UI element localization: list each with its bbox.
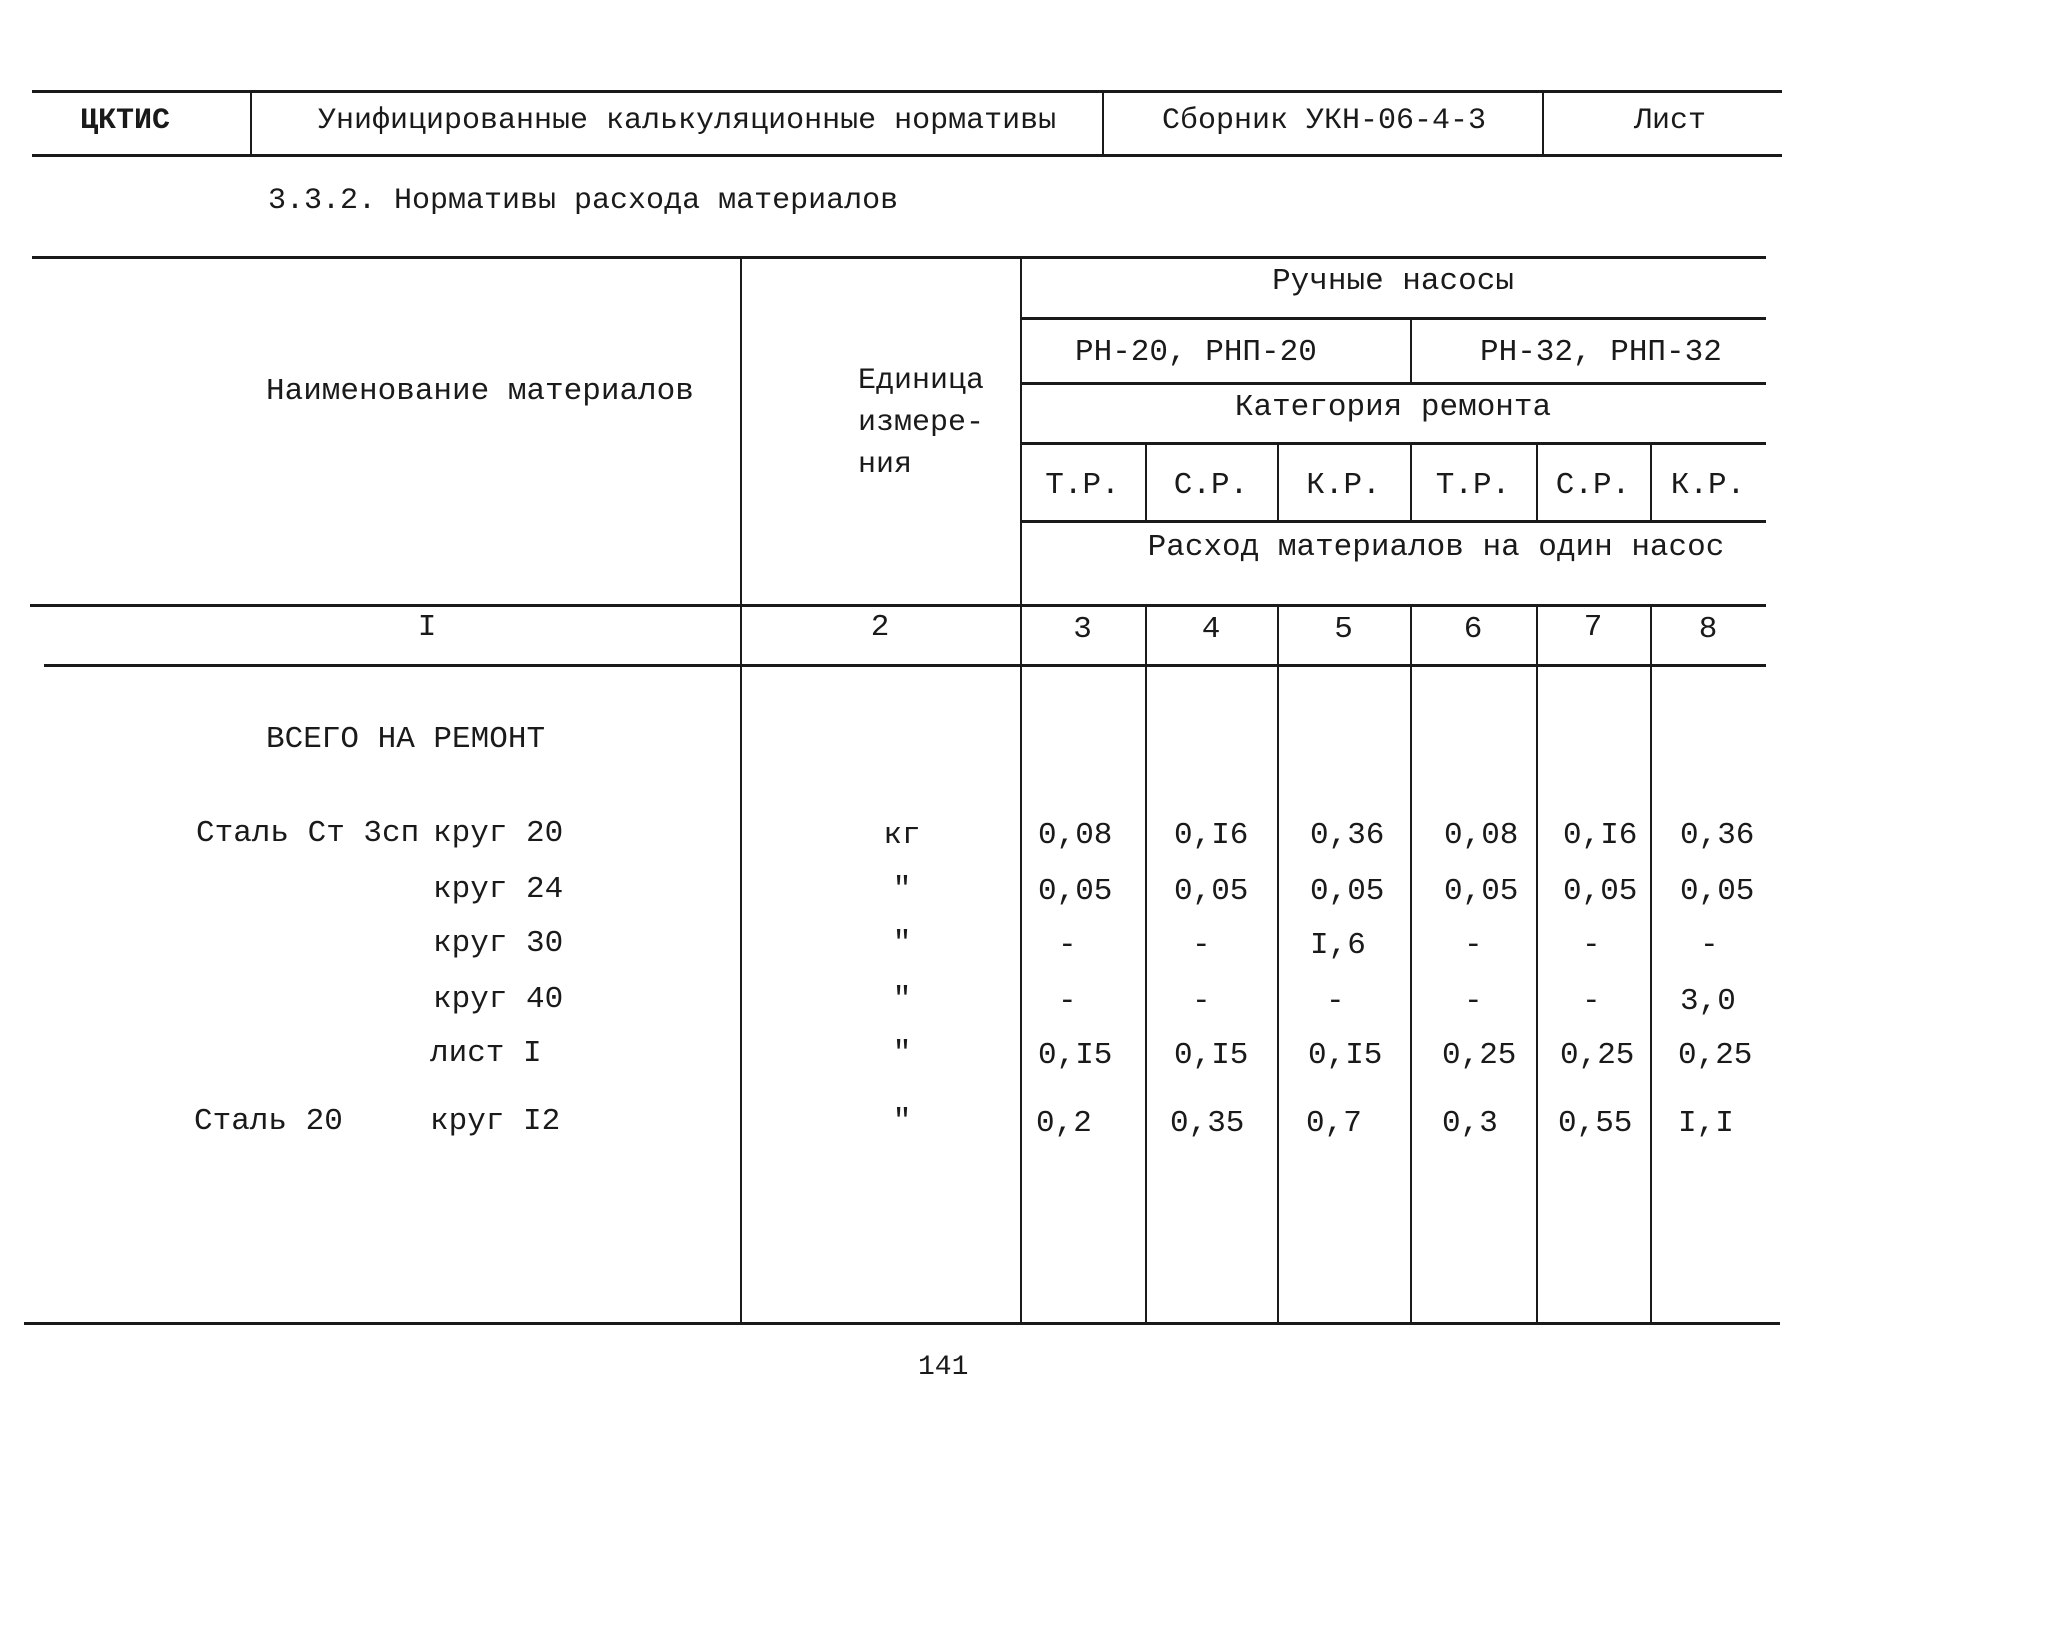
value-cell: I,6	[1310, 928, 1366, 963]
unit-cell: "	[892, 926, 912, 961]
page-number: 141	[918, 1352, 969, 1383]
value-cell: -	[1192, 928, 1211, 963]
category-label: Т.Р.	[1045, 468, 1120, 503]
category-label: Т.Р.	[1435, 468, 1511, 503]
value-cell: -	[1192, 984, 1211, 1019]
org-name: ЦКТИС	[80, 104, 171, 138]
value-cell: 0,2	[1036, 1106, 1092, 1141]
table-rule	[1020, 317, 1766, 320]
pump-group-header: РН-32, РНП-32	[1480, 335, 1722, 370]
column-header-unit	[858, 360, 984, 486]
value-cell: 0,3	[1442, 1106, 1498, 1141]
material-name: Сталь Ст 3сп	[196, 816, 420, 851]
consumption-header: Расход материалов на один насос	[1147, 530, 1725, 565]
table-top-rule	[32, 256, 1766, 259]
column-divider	[1410, 604, 1412, 1324]
value-cell: 3,0	[1680, 984, 1736, 1019]
column-number: 3	[1073, 612, 1092, 647]
value-cell: -	[1464, 984, 1483, 1019]
value-cell: 0,05	[1174, 874, 1249, 909]
pump-group-header: РН-20, РНП-20	[1075, 335, 1317, 370]
value-cell: 0,05	[1310, 874, 1385, 909]
value-cell: 0,35	[1170, 1106, 1245, 1141]
unit-cell: "	[892, 872, 912, 907]
header-bottom-rule	[30, 604, 1766, 607]
unit-cell: "	[892, 982, 912, 1017]
category-label: К.Р.	[1306, 468, 1381, 503]
value-cell: 0,36	[1680, 818, 1755, 853]
unit-cell: "	[892, 1036, 912, 1071]
value-cell: 0,05	[1563, 874, 1638, 909]
column-number: 6	[1463, 612, 1483, 647]
value-cell: 0,7	[1306, 1106, 1362, 1141]
unit-header-line: измере-	[858, 406, 985, 440]
column-header-material: Наименование материалов	[266, 374, 694, 409]
material-name: Сталь 20	[194, 1104, 343, 1139]
column-divider	[1650, 604, 1652, 1324]
header-divider	[250, 90, 252, 155]
table-rule	[1020, 382, 1766, 385]
value-cell: -	[1326, 984, 1345, 1019]
document-title: Унифицированные калькуляционные нормативы	[318, 104, 1057, 138]
value-cell: 0,55	[1558, 1106, 1633, 1141]
unit-cell: кг	[883, 818, 921, 853]
value-cell: 0,I5	[1038, 1038, 1113, 1073]
column-number: 2	[870, 610, 890, 645]
table-rule	[1020, 520, 1766, 523]
material-spec: круг I2	[430, 1104, 561, 1139]
column-divider	[1410, 317, 1412, 385]
sheet-label: Лист	[1634, 104, 1707, 138]
material-spec: круг 30	[433, 926, 564, 961]
value-cell: 0,I6	[1563, 818, 1638, 853]
value-cell: 0,05	[1680, 874, 1755, 909]
column-number: 8	[1698, 612, 1718, 647]
column-divider	[740, 256, 742, 1324]
value-cell: 0,36	[1310, 818, 1385, 853]
value-cell: 0,08	[1444, 818, 1519, 853]
total-label: ВСЕГО НА РЕМОНТ	[266, 722, 546, 757]
category-label: С.Р.	[1555, 468, 1631, 503]
column-numbers-rule	[44, 664, 1766, 667]
value-cell: 0,I5	[1308, 1038, 1383, 1073]
material-spec: круг 24	[433, 872, 564, 907]
unit-cell: "	[892, 1104, 912, 1139]
column-divider	[1145, 604, 1147, 1324]
collection-code: Сборник УКН-06-4-3	[1162, 104, 1487, 138]
value-cell: 0,I6	[1174, 818, 1249, 853]
table-bottom-rule	[24, 1322, 1780, 1325]
value-cell: 0,25	[1442, 1038, 1517, 1073]
column-number: I	[417, 610, 437, 645]
value-cell: 0,05	[1444, 874, 1519, 909]
category-header: Категория ремонта	[1234, 390, 1552, 425]
value-cell: 0,I5	[1174, 1038, 1249, 1073]
value-cell: -	[1582, 928, 1601, 963]
category-label: С.Р.	[1173, 468, 1249, 503]
value-cell: -	[1058, 928, 1077, 963]
value-cell: -	[1058, 984, 1077, 1019]
column-number: 5	[1334, 612, 1353, 647]
value-cell: I,I	[1678, 1106, 1734, 1141]
value-cell: -	[1464, 928, 1483, 963]
category-label: К.Р.	[1670, 468, 1746, 503]
value-cell: 0,05	[1038, 874, 1113, 909]
section-title: 3.3.2. Нормативы расхода материалов	[268, 184, 899, 218]
header-bottom-rule	[32, 154, 1782, 157]
table-rule	[1020, 442, 1766, 445]
value-cell: -	[1700, 928, 1719, 963]
header-divider	[1102, 90, 1104, 155]
column-number: 4	[1201, 612, 1221, 647]
header-divider	[1542, 90, 1544, 155]
unit-header-line: ния	[858, 448, 913, 482]
column-divider	[1536, 604, 1538, 1324]
material-spec: лист I	[430, 1036, 542, 1071]
value-cell: -	[1582, 984, 1601, 1019]
group-header: Ручные насосы	[1272, 264, 1514, 299]
material-spec: круг 20	[433, 816, 564, 851]
column-number: 7	[1583, 610, 1603, 645]
unit-header-line: Единица	[858, 364, 985, 398]
material-spec: круг 40	[433, 982, 564, 1017]
value-cell: 0,08	[1038, 818, 1113, 853]
value-cell: 0,25	[1678, 1038, 1753, 1073]
value-cell: 0,25	[1560, 1038, 1635, 1073]
column-divider	[1277, 604, 1279, 1324]
header-top-rule	[32, 90, 1782, 93]
